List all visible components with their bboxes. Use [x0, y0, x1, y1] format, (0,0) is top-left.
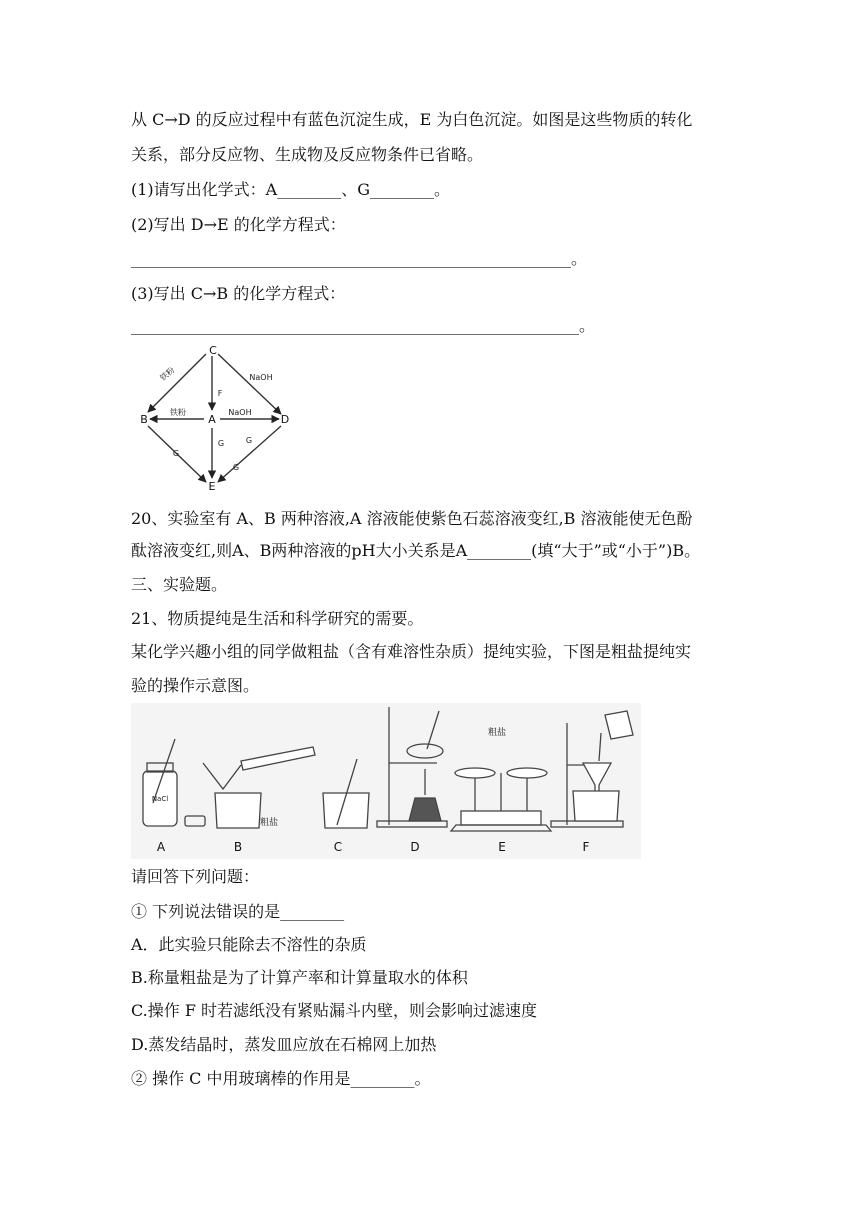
apparatus-label-b: B [233, 840, 243, 854]
apparatus-label-a: A [156, 840, 166, 854]
label-tiefen-mid: 铁粉 [170, 408, 186, 417]
apparatus-figure [131, 703, 641, 859]
option-b: B.称量粗盐是为了计算产率和计算量取水的体积 [131, 968, 468, 987]
conversion-diagram [136, 344, 296, 492]
question-2: (2)写出 D→E 的化学方程式： [131, 215, 346, 234]
crude-salt-label-b: 粗盐 [259, 818, 279, 828]
label-g-right: G [245, 436, 253, 445]
node-d: D [280, 413, 290, 426]
node-a: A [208, 413, 216, 426]
question-21-desc-1: 某化学兴趣小组的同学做粗盐（含有难溶性杂质）提纯实验，下图是粗盐提纯实 [131, 642, 692, 661]
sub-question-1: ① 下列说法错误的是________ [131, 902, 345, 921]
node-c: C [209, 344, 217, 357]
question-3: (3)写出 C→B 的化学方程式： [131, 284, 346, 303]
label-naoh-top: NaOH [249, 373, 273, 382]
sub-question-2: ② 操作 C 中用玻璃棒的作用是________。 [131, 1069, 431, 1088]
nacl-jar-label: NaCl [151, 795, 169, 803]
node-b: B [140, 413, 148, 426]
option-a: A．此实验只能除去不溶性的杂质 [131, 935, 367, 954]
question-2-answer-line: _______________________________________________________。 [131, 249, 588, 268]
label-f: F [217, 389, 223, 398]
question-1: (1)请写出化学式：A________、G________。 [131, 180, 451, 199]
paragraph-line-1: 从 C→D 的反应过程中有蓝色沉淀生成，E 为白色沉淀。如图是这些物质的转化 [131, 110, 693, 129]
apparatus-label-c: C [333, 840, 343, 854]
label-tiefen-top: 铁粉 [158, 365, 177, 383]
section-3-title: 三、实验题。 [131, 575, 228, 594]
question-20-line-1: 20、实验室有 A、B 两种溶液,A 溶液能使紫色石蕊溶液变红,B 溶液能使无色酚 [131, 509, 693, 528]
label-g-left: G [172, 449, 180, 458]
answer-prompt: 请回答下列问题： [131, 867, 260, 886]
apparatus-label-d: D [410, 840, 420, 854]
arrow-d-to-e [218, 426, 281, 482]
paragraph-line-2: 关系，部分反应物、生成物及反应物条件已省略。 [131, 145, 484, 164]
apparatus-label-e: E [498, 840, 506, 854]
question-3-answer-line: ________________________________________________________。 [131, 316, 596, 335]
question-21-desc-2: 验的操作示意图。 [131, 676, 260, 695]
arrow-c-to-b [148, 354, 206, 412]
crude-salt-label-e: 粗盐 [487, 728, 507, 738]
question-20-line-2: 酞溶液变红,则A、B两种溶液的pH大小关系是A________(填“大于”或“小于”)B。 [131, 541, 701, 560]
node-e: E [208, 480, 216, 492]
option-d: D.蒸发结晶时，蒸发皿应放在石棉网上加热 [131, 1035, 437, 1054]
label-g-bottom: G [232, 463, 240, 472]
arrow-c-to-d [218, 354, 281, 414]
option-c: C.操作 F 时若滤纸没有紧贴漏斗内壁，则会影响过滤速度 [131, 1001, 538, 1020]
label-g-mid: G [217, 439, 225, 448]
label-naoh-mid: NaOH [228, 408, 252, 417]
question-21: 21、物质提纯是生活和科学研究的需要。 [131, 609, 424, 628]
apparatus-label-f: F [582, 840, 590, 854]
